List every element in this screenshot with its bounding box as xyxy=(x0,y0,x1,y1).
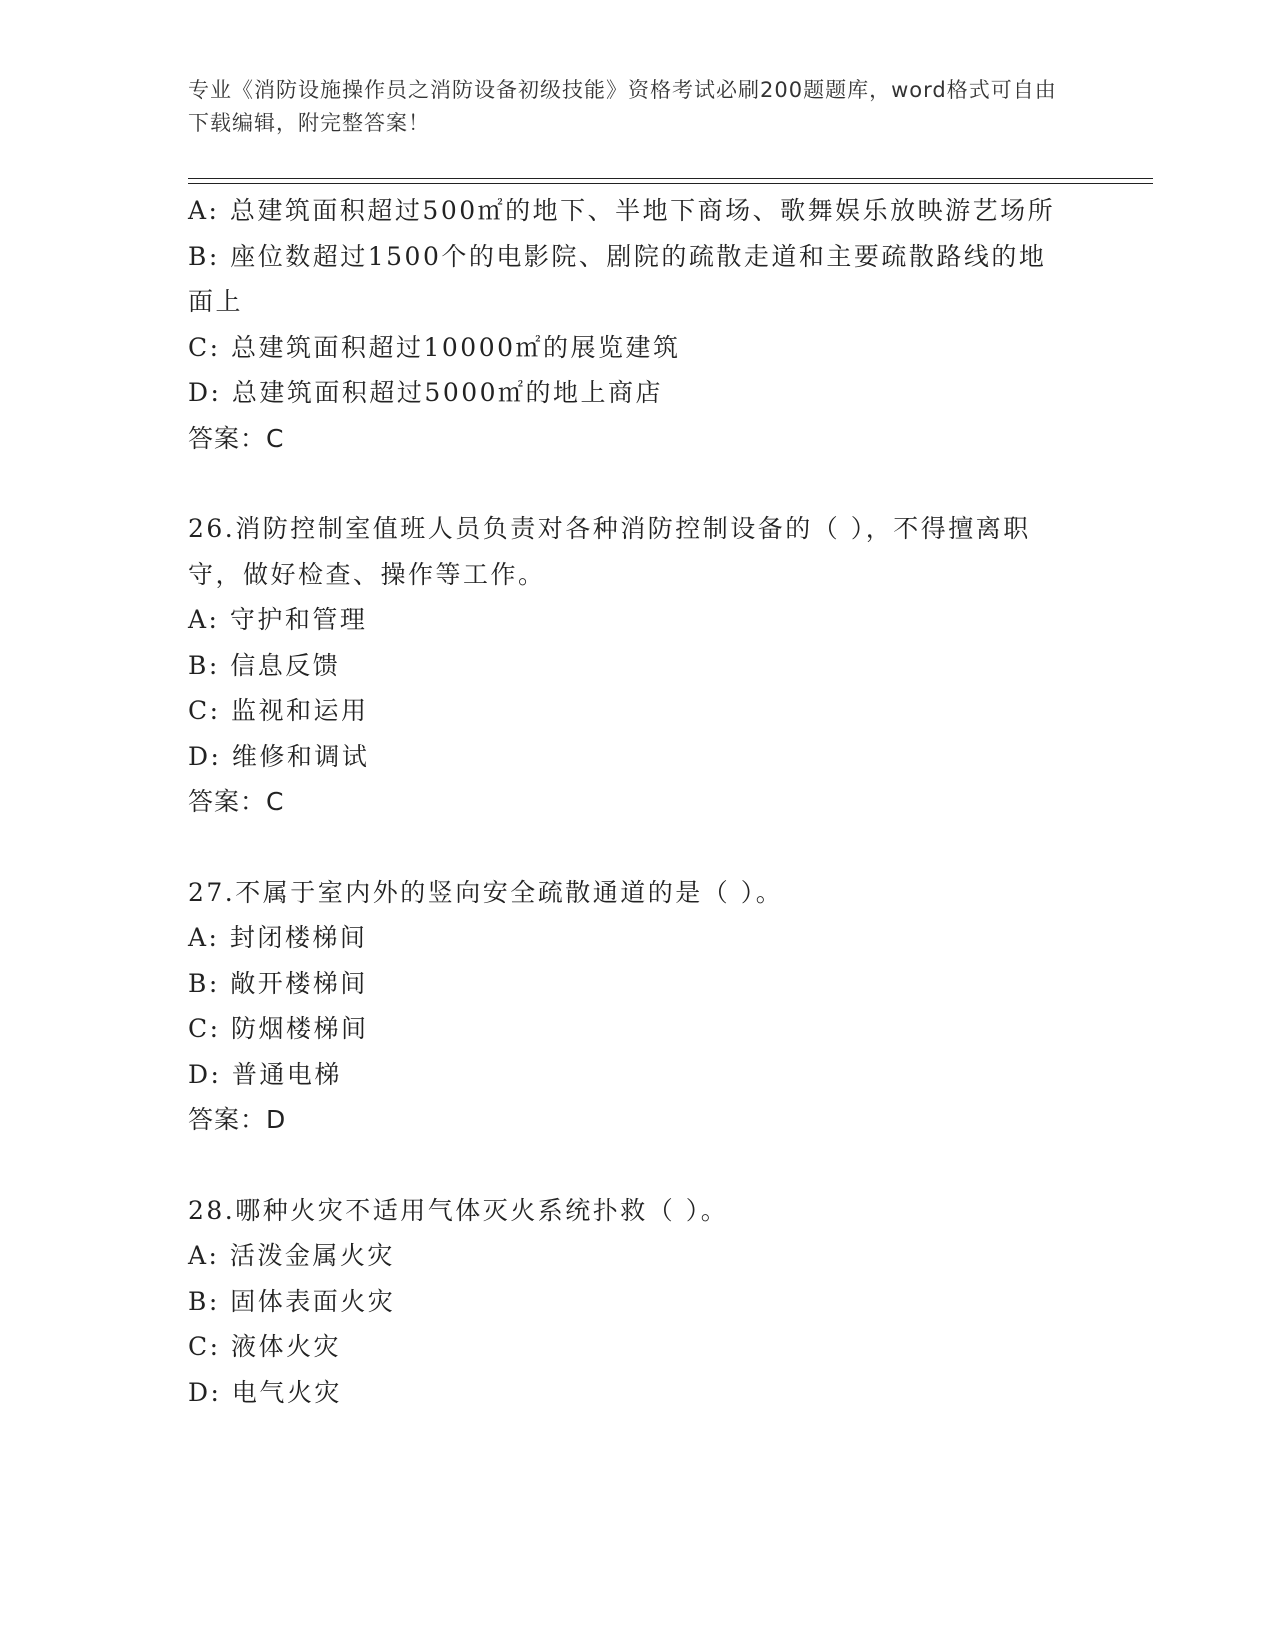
question-27 xyxy=(188,870,1068,1143)
question-list xyxy=(188,188,1068,1415)
option-d: D: 电气火灾 xyxy=(188,1377,342,1407)
option-b: B: 信息反馈 xyxy=(188,650,341,680)
question-25-continued xyxy=(188,188,1068,461)
option-a: A: 活泼金属火灾 xyxy=(188,1241,395,1270)
answer-line: 答案：C xyxy=(188,787,285,816)
option-b: B: 座位数超过1500个的电影院、剧院的疏散走道和主要疏散路线的地面上 xyxy=(188,241,1047,316)
header-divider-top xyxy=(188,178,1153,179)
option-c: C: 防烟楼梯间 xyxy=(188,1014,369,1043)
header-divider-bottom xyxy=(188,183,1153,184)
option-c: C: 总建筑面积超过10000㎡的展览建筑 xyxy=(188,332,681,362)
question-text: 27.不属于室内外的竖向安全疏散通道的是（ ）。 xyxy=(188,877,784,907)
option-a: A: 守护和管理 xyxy=(188,605,368,634)
question-28 xyxy=(188,1188,1068,1416)
document-header: 专业《消防设施操作员之消防设备初级技能》资格考试必刷200题题库，word格式可自由下载编辑，附完整答案！ xyxy=(188,78,1057,135)
option-d: D: 维修和调试 xyxy=(188,741,370,771)
option-c: C: 液体火灾 xyxy=(188,1332,341,1361)
question-text: 26.消防控制室值班人员负责对各种消防控制设备的（ ），不得擅离职守，做好检查、操作等工作。 xyxy=(188,514,1031,589)
option-d: D: 普通电梯 xyxy=(188,1059,342,1089)
option-a: A: 总建筑面积超过500㎡的地下、半地下商场、歌舞娱乐放映游艺场所 xyxy=(188,196,1056,225)
question-text: 28.哪种火灾不适用气体灭火系统扑救（ ）。 xyxy=(188,1195,729,1225)
question-26 xyxy=(188,506,1068,825)
option-c: C: 监视和运用 xyxy=(188,696,369,725)
answer-line: 答案：C xyxy=(188,423,285,453)
option-a: A: 封闭楼梯间 xyxy=(188,923,368,952)
option-b: B: 固体表面火灾 xyxy=(188,1286,396,1316)
option-d: D: 总建筑面积超过5000㎡的地上商店 xyxy=(188,378,664,407)
answer-line: 答案：D xyxy=(188,1105,287,1134)
option-b: B: 敞开楼梯间 xyxy=(188,968,368,998)
